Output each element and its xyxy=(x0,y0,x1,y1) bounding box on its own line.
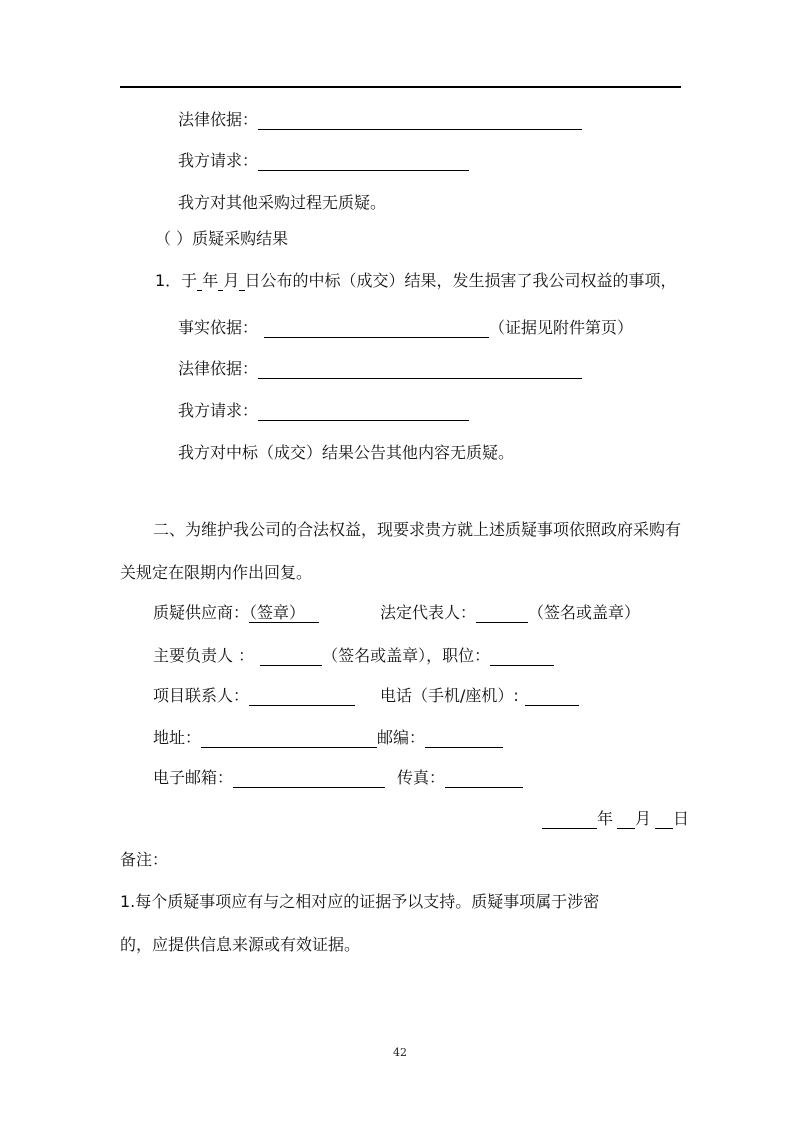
legal-rep-sign-note: （签名或盖章） xyxy=(528,603,641,622)
page-number: 42 xyxy=(393,1046,407,1059)
main-person-label: 主要负责人 ： xyxy=(153,646,255,665)
date-row xyxy=(542,809,689,829)
position-blank xyxy=(490,647,554,666)
fax-row xyxy=(397,768,523,788)
main-person-blank xyxy=(260,647,322,666)
our-request-label: 我方请求： xyxy=(178,151,259,170)
email-label: 电子邮箱： xyxy=(153,768,234,787)
address-blank xyxy=(201,729,377,748)
legal-rep-blank xyxy=(476,604,528,623)
item1-suffix: 日公布的中标（成交）结果，发生损害了我公司权益的事项， xyxy=(244,271,677,290)
notes-line2: 的，应提供信息来源或有效证据。 xyxy=(120,935,361,954)
no-other-objection-a: 我方对其他采购过程无质疑。 xyxy=(178,193,387,212)
header-rule xyxy=(120,86,681,88)
legal-basis-row-b xyxy=(178,359,582,379)
our-request-row-b xyxy=(178,401,469,421)
notes-line1: 1.每个质疑事项应有与之相对应的证据予以支持。质疑事项属于涉密 xyxy=(120,892,600,911)
legal-basis-row-a xyxy=(178,110,582,130)
item1-prefix: 1．于 xyxy=(155,271,198,290)
email-blank xyxy=(233,769,385,788)
section2-line2: 关规定在限期内作出回复。 xyxy=(120,563,313,582)
date-month: 月 xyxy=(635,809,652,828)
supplier-label: 质疑供应商： xyxy=(153,603,250,622)
legal-basis-label: 法律依据： xyxy=(178,110,259,129)
our-request-label: 我方请求： xyxy=(178,401,259,420)
supplier-row xyxy=(153,603,319,623)
postcode-label: 邮编： xyxy=(377,728,426,747)
address-row xyxy=(153,728,503,748)
legal-basis-blank xyxy=(258,360,582,379)
facts-blank xyxy=(264,319,489,338)
main-person-sign-note: （签名或盖章），职位： xyxy=(322,646,491,665)
date-day: 日 xyxy=(673,809,690,828)
legal-basis-label: 法律依据： xyxy=(178,359,259,378)
date-month-blank xyxy=(617,810,635,829)
result-item-1 xyxy=(155,271,677,291)
phone-blank xyxy=(525,687,579,706)
date-year: 年 xyxy=(597,809,614,828)
our-request-row-a xyxy=(178,151,469,171)
main-person-row xyxy=(153,646,554,666)
postcode-blank xyxy=(425,729,503,748)
contact-blank xyxy=(249,687,355,706)
date-day-blank xyxy=(655,810,673,829)
phone-row xyxy=(380,686,579,706)
result-objection-heading: （ ）质疑采购结果 xyxy=(155,229,289,248)
supplier-stamp: （签章） xyxy=(249,603,319,623)
our-request-blank xyxy=(258,152,469,171)
address-label: 地址： xyxy=(153,728,202,747)
item1-year: 年 xyxy=(202,271,219,290)
date-year-blank xyxy=(542,810,597,829)
contact-label: 项目联系人： xyxy=(153,686,250,705)
our-request-blank xyxy=(258,402,469,421)
contact-row xyxy=(153,686,355,706)
evidence-note: （证据见附件第页） xyxy=(489,318,634,337)
legal-rep-label: 法定代表人： xyxy=(380,603,477,622)
fax-label: 传真： xyxy=(397,768,446,787)
email-row xyxy=(153,768,385,788)
fax-blank xyxy=(445,769,523,788)
no-other-objection-b: 我方对中标（成交）结果公告其他内容无质疑。 xyxy=(178,443,515,462)
legal-rep-row xyxy=(380,603,640,623)
notes-heading: 备注： xyxy=(120,850,169,869)
section2-line1: 二、为维护我公司的合法权益，现要求贵方就上述质疑事项依照政府采购有 xyxy=(153,520,682,539)
facts-label: 事实依据： xyxy=(178,318,259,337)
item1-month: 月 xyxy=(223,271,240,290)
legal-basis-blank xyxy=(258,111,582,130)
phone-label: 电话（手机/座机）: xyxy=(380,686,519,705)
facts-row xyxy=(178,318,633,338)
